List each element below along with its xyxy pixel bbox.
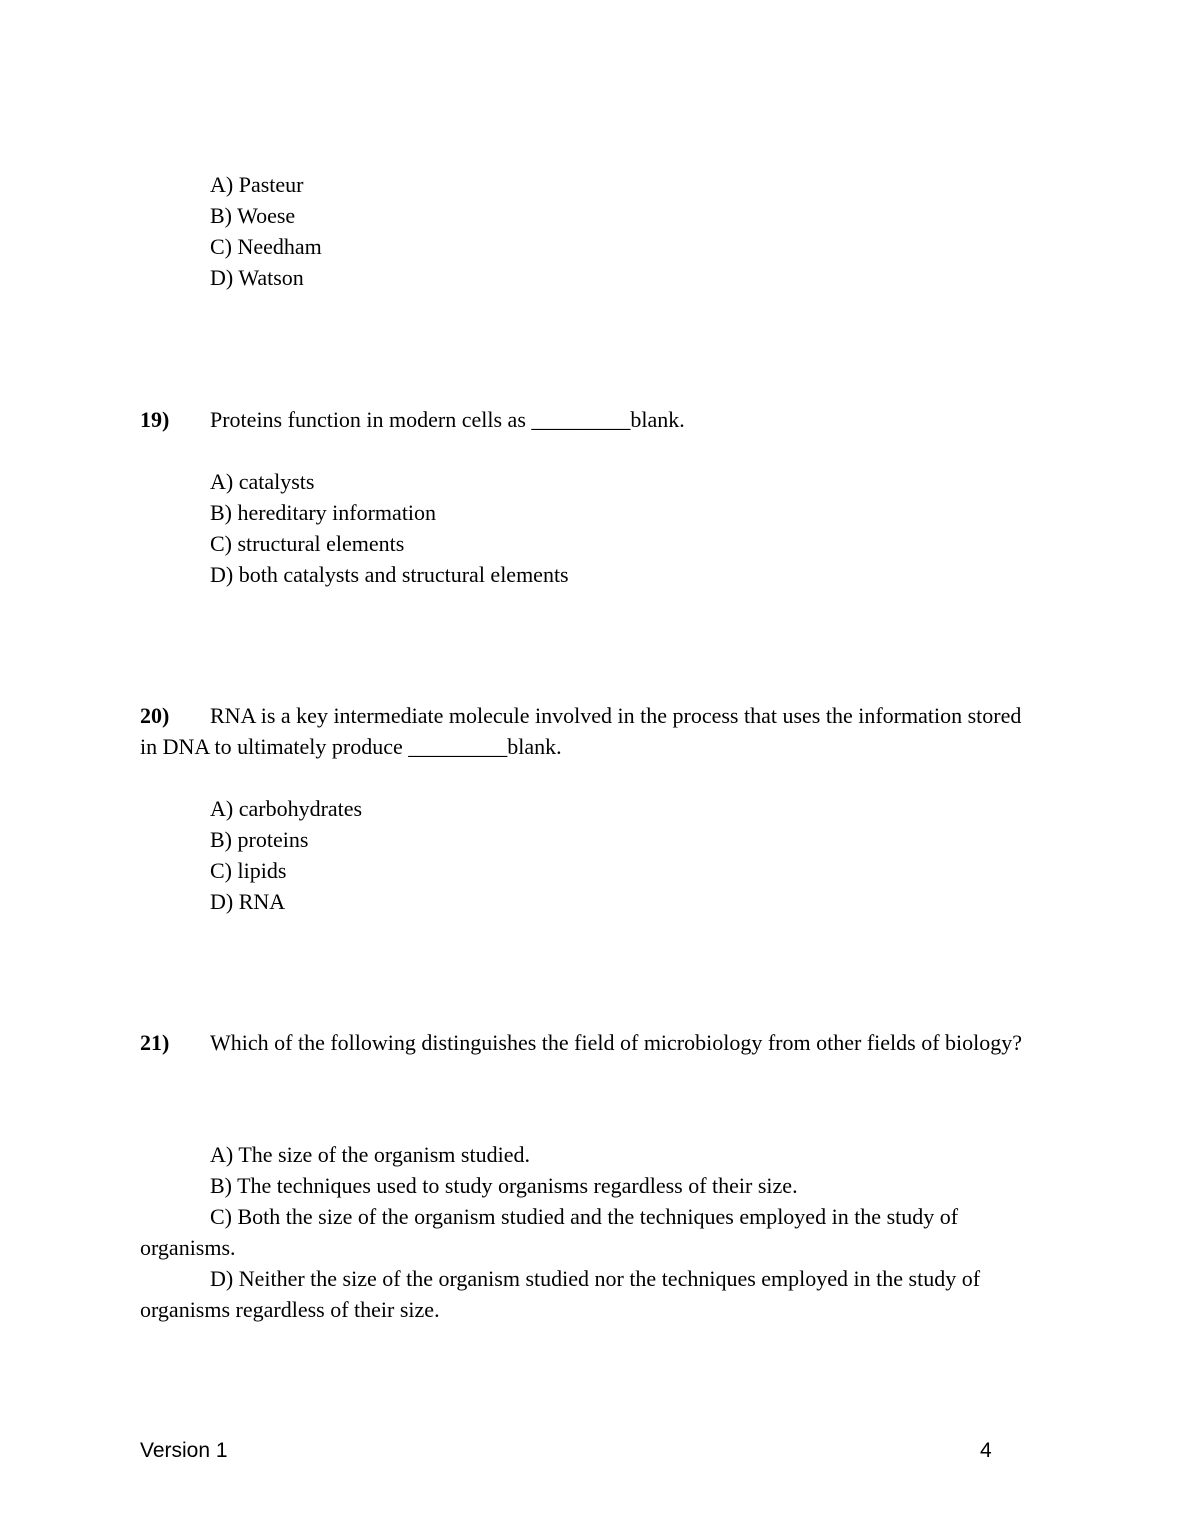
q19-question — [140, 404, 1040, 435]
q21-option-d — [140, 1263, 1040, 1325]
q20-option-d: D) RNA — [210, 889, 286, 914]
q19-option-c: C) structural elements — [210, 531, 405, 556]
q21-stem: Which of the following distinguishes the field of microbiology from other fields of biology? — [210, 1030, 1023, 1055]
q18-option-c: C) Needham — [210, 234, 322, 259]
q21-option-a-text: A) The size of the organism studied. — [210, 1142, 530, 1167]
q20-stem: RNA is a key intermediate molecule involved in the process that uses the information stored in DNA to ultimately produce _________blank. — [140, 703, 1022, 759]
q21-option-d-text: D) Neither the size of the organism studied nor the techniques employed in the study of organisms regardless of their size. — [140, 1266, 981, 1322]
q21-option-c-text: C) Both the size of the organism studied and the techniques employed in the study of organisms. — [140, 1204, 959, 1260]
q19-option-d: D) both catalysts and structural elements — [210, 562, 569, 587]
footer-version: Version 1 — [140, 1439, 228, 1462]
q21-option-a — [140, 1139, 1040, 1170]
q21-option-b-text: B) The techniques used to study organisms regardless of their size. — [210, 1173, 798, 1198]
q19-option-b: B) hereditary information — [210, 500, 437, 525]
q18-option-a: A) Pasteur — [210, 172, 304, 197]
q18-option-d: D) Watson — [210, 265, 304, 290]
q21-option-b — [140, 1170, 1040, 1201]
q20-option-c: C) lipids — [210, 858, 287, 883]
q20-option-b: B) proteins — [210, 827, 309, 852]
q19-number: 19) — [140, 407, 170, 432]
q19-option-a: A) catalysts — [210, 469, 315, 494]
q18-option-b: B) Woese — [210, 203, 296, 228]
q21-number: 21) — [140, 1030, 170, 1055]
q20-question — [140, 700, 1040, 762]
q20-option-a: A) carbohydrates — [210, 796, 363, 821]
q19-stem: Proteins function in modern cells as _________blank. — [210, 407, 685, 432]
q21-option-c — [140, 1201, 1040, 1263]
q21-question — [140, 1027, 1040, 1058]
q20-number: 20) — [140, 703, 170, 728]
footer-page-number: 4 — [980, 1439, 992, 1462]
